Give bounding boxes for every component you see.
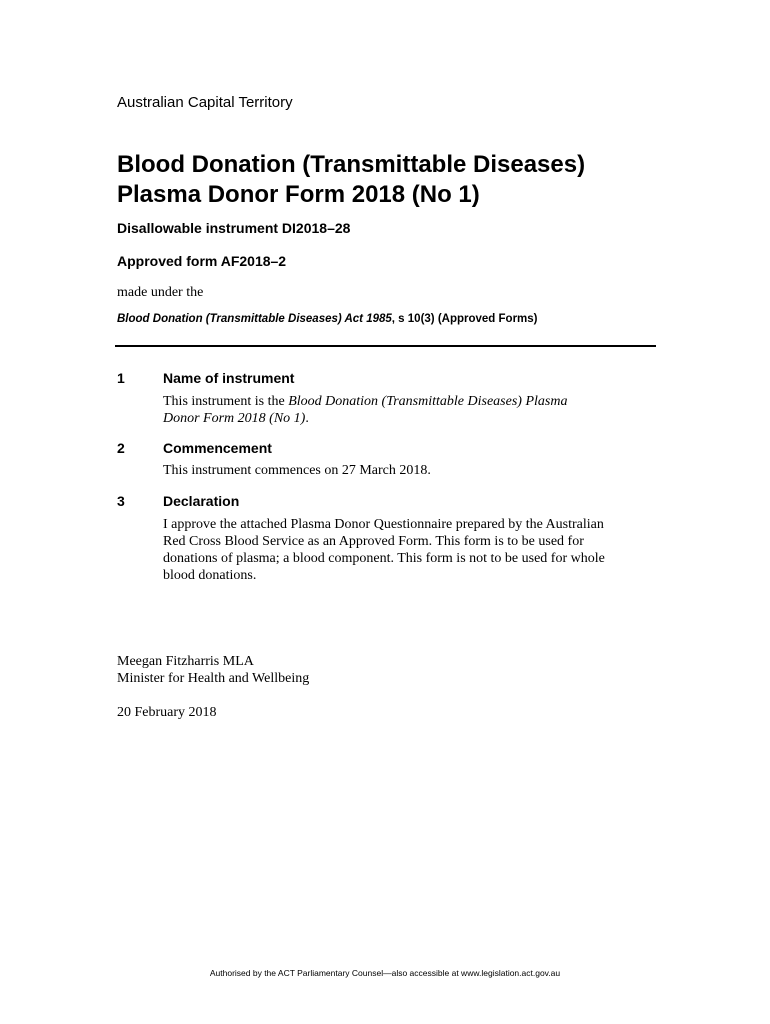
- section-1-body-line-1: [163, 393, 663, 410]
- header-divider: [115, 345, 656, 347]
- jurisdiction-label: Australian Capital Territory: [117, 94, 293, 111]
- section-2-heading: Commencement: [163, 440, 272, 456]
- signature-block: [117, 653, 309, 687]
- approved-form-number: Approved form AF2018–2: [117, 253, 287, 269]
- title-line-1: Blood Donation (Transmittable Diseases): [117, 151, 586, 178]
- section-1-body: [163, 393, 663, 427]
- section-2-number: 2: [117, 440, 125, 456]
- made-under-text: made under the: [117, 285, 204, 300]
- section-1-instrument-name-part-2: Donor Form 2018 (No 1): [163, 411, 306, 426]
- signer-role: Minister for Health and Wellbeing: [117, 671, 310, 686]
- section-3-body-line-2: Red Cross Blood Service as an Approved Form. This form is to be used for: [163, 534, 584, 549]
- title-line-2: Plasma Donor Form 2018 (No 1): [117, 181, 480, 208]
- act-reference: [117, 313, 538, 325]
- section-3-body-line-3: donations of plasma; a blood component. This form is not to be used for whole: [163, 551, 605, 566]
- act-section: , s 10(3) (Approved Forms): [391, 313, 538, 325]
- page-footer: Authorised by the ACT Parliamentary Counsel—also accessible at www.legislation.act.gov.au: [209, 968, 561, 978]
- document-title: [117, 150, 677, 210]
- section-1-instrument-name-part-1: Blood Donation (Transmittable Diseases) Plasma: [288, 394, 568, 409]
- section-1-body-line-2: [163, 410, 663, 427]
- section-2-body: This instrument commences on 27 March 2018.: [163, 463, 431, 478]
- section-1-number: 1: [117, 370, 125, 386]
- signature-date: 20 February 2018: [117, 705, 217, 720]
- signer-name: Meegan Fitzharris MLA: [117, 654, 254, 669]
- section-3-body-line-1: I approve the attached Plasma Donor Questionnaire prepared by the Australian: [163, 517, 604, 532]
- act-name: Blood Donation (Transmittable Diseases) Act 1985: [117, 313, 392, 325]
- section-3-heading: Declaration: [163, 493, 240, 509]
- section-3-body: [163, 516, 663, 584]
- section-1-heading: Name of instrument: [163, 370, 295, 386]
- section-3-number: 3: [117, 493, 125, 509]
- section-1-body-prefix: This instrument is the: [163, 394, 289, 409]
- section-1-body-suffix: .: [305, 411, 309, 426]
- instrument-number: Disallowable instrument DI2018–28: [117, 220, 351, 236]
- section-3-body-line-4: blood donations.: [163, 568, 257, 583]
